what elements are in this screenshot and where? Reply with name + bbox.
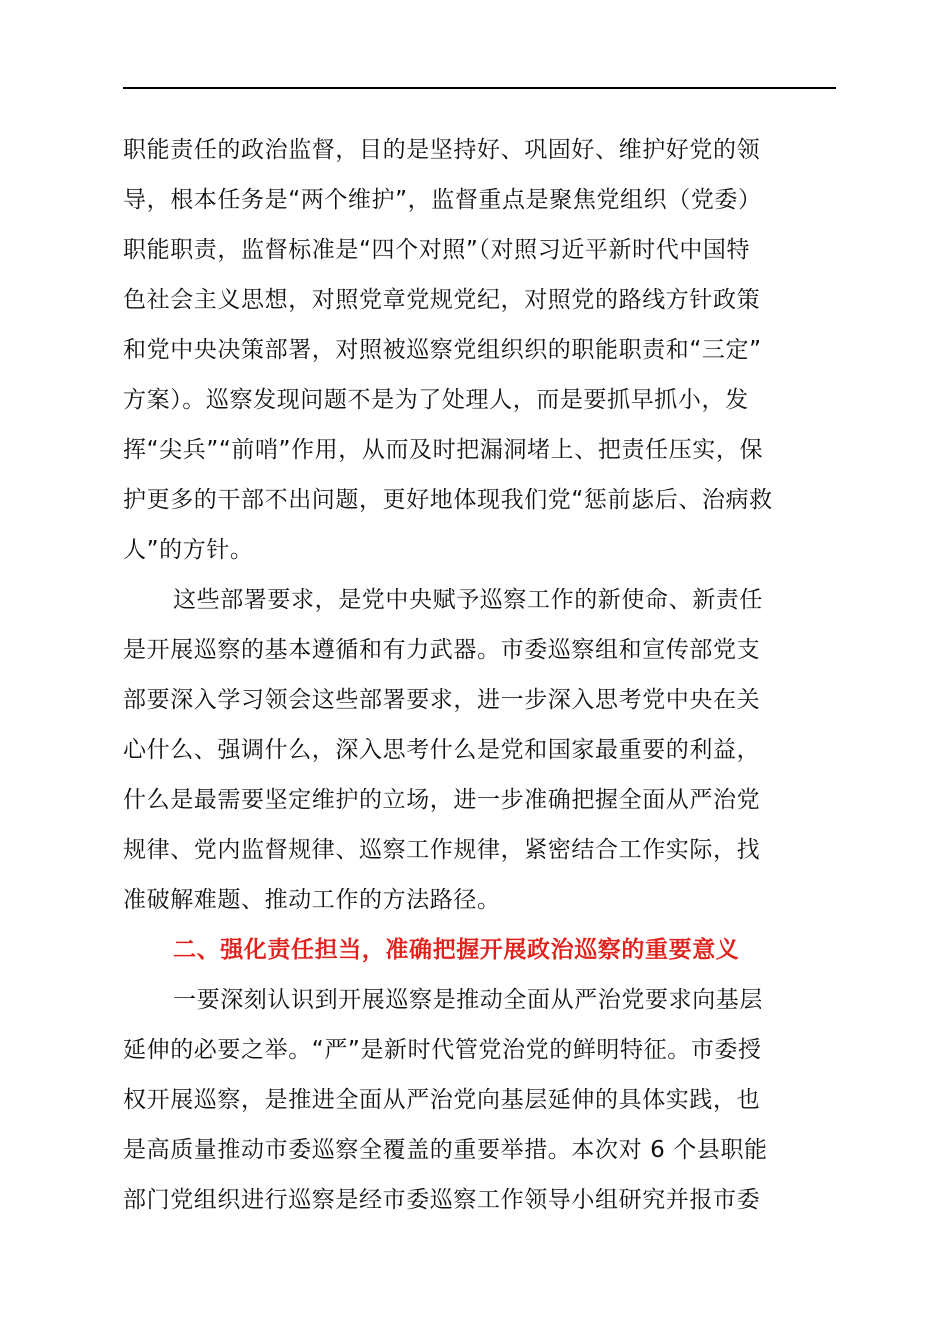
text-line: 什么是最需要坚定维护的立场，进一步准确把握全面从严治党: [123, 787, 761, 813]
paragraph-deployment-requirements: [123, 575, 837, 925]
text-line: 挥“尖兵”“前哨”作用，从而及时把漏洞堵上、把责任压实，保: [123, 437, 764, 463]
text-line: 部门党组织进行巡察是经市委巡察工作领导小组研究并报市委: [123, 1187, 761, 1213]
text-line: 一要深刻认识到开展巡察是推动全面从严治党要求向基层: [173, 987, 763, 1013]
text-line: 职能责任的政治监督，目的是坚持好、巩固好、维护好党的领: [123, 137, 761, 163]
text-line: 心什么、强调什么，深入思考什么是党和国家最重要的利益，: [123, 737, 761, 763]
text-line: 和党中央决策部署，对照被巡察党组织织的职能职责和“三定”: [123, 337, 762, 363]
text-line: 色社会主义思想，对照党章党规党纪，对照党的路线方针政策: [123, 287, 761, 313]
text-line: 这些部署要求，是党中央赋予巡察工作的新使命、新责任: [173, 587, 763, 613]
text-line: 人”的方针。: [123, 537, 254, 563]
document-body: [123, 125, 837, 1225]
text-line: 方案）。巡察发现问题不是为了处理人，而是要抓早抓小，发: [123, 387, 749, 413]
section-heading: 二、强化责任担当，准确把握开展政治巡察的重要意义: [173, 937, 740, 963]
header-rule: [123, 87, 836, 89]
text-line: 是开展巡察的基本遵循和有力武器。市委巡察组和宣传部党支: [123, 637, 761, 663]
text-line: 是高质量推动市委巡察全覆盖的重要举措。本次对 6 个县职能: [123, 1137, 768, 1163]
text-line: 部要深入学习领会这些部署要求，进一步深入思考党中央在关: [123, 687, 761, 713]
text-line: 职能职责，监督标准是“四个对照”（对照习近平新时代中国特: [123, 237, 751, 263]
paragraph-political-supervision: [123, 125, 837, 575]
text-line: 护更多的干部不出问题，更好地体现我们党“惩前毖后、治病救: [123, 487, 773, 513]
paragraph-extend-to-grassroots: [123, 975, 837, 1225]
text-line: 延伸的必要之举。“严”是新时代管党治党的鲜明特征。市委授: [123, 1037, 762, 1063]
text-line: 准破解难题、推动工作的方法路径。: [123, 887, 501, 913]
text-line: 规律、党内监督规律、巡察工作规律，紧密结合工作实际，找: [123, 837, 761, 863]
text-line: 导，根本任务是“两个维护”，监督重点是聚焦党组织（党委）: [123, 187, 762, 213]
text-line: 权开展巡察，是推进全面从严治党向基层延伸的具体实践，也: [123, 1087, 761, 1113]
